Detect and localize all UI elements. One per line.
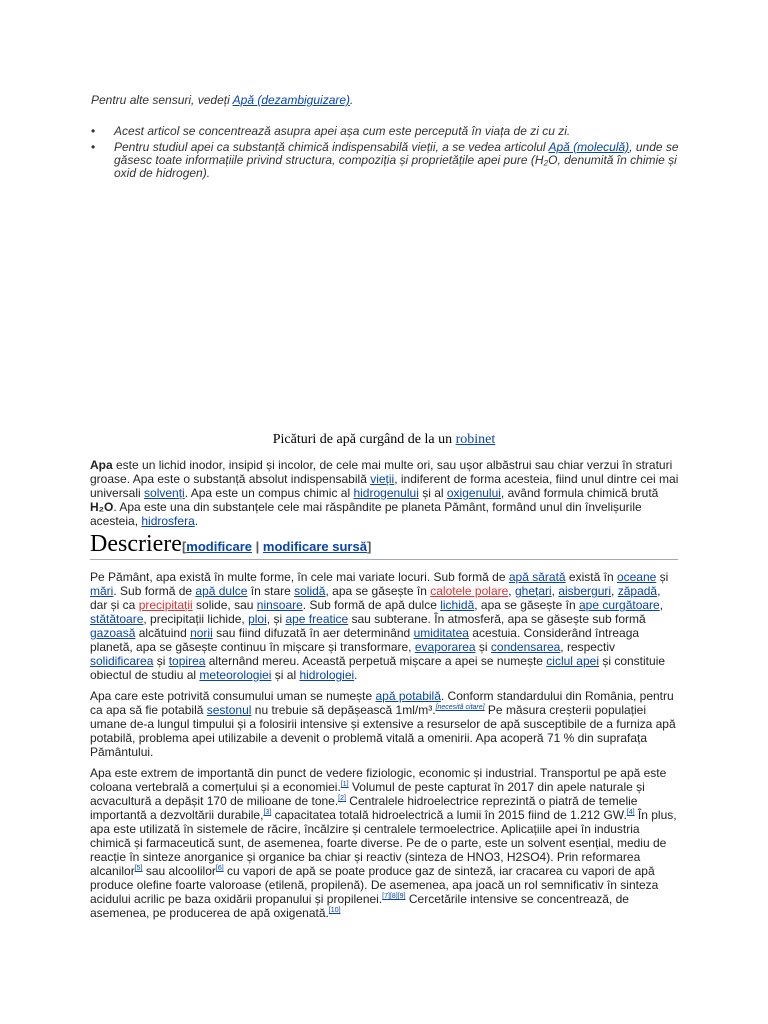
link-topirea[interactable]: topirea: [168, 654, 206, 668]
molecule-link[interactable]: Apă (moleculă): [548, 140, 630, 154]
link-condensarea[interactable]: condensarea: [490, 640, 561, 654]
link-lichida[interactable]: lichidă: [440, 598, 475, 612]
reference-link[interactable]: [3]: [263, 809, 272, 816]
link-umiditatea[interactable]: umiditatea: [413, 626, 469, 640]
edit-links: [182, 539, 371, 554]
note-text: Acest articol se concentrează asupra apei așa cum este percepută în viața de zi cu zi.: [114, 124, 571, 138]
text: . Sub formă de apă dulce: [302, 598, 441, 612]
text: . Apa este una din substanțele cele mai răspândite pe planeta Pământ, formând unul din învelișurile acesteia,: [90, 500, 642, 528]
link-sestonul[interactable]: sestonul: [206, 703, 252, 717]
text: , dar și ca: [90, 584, 661, 612]
text: . Apa este un compus chimic al: [184, 486, 354, 500]
disambiguation-hatnote: [91, 93, 691, 107]
text: , respectiv: [560, 640, 615, 654]
text: și: [153, 654, 169, 668]
section-title: Descriere: [90, 531, 182, 557]
text: , apa se găsește în: [325, 584, 431, 598]
link-ape-freatice[interactable]: ape freatice: [285, 612, 349, 626]
text: , având formula chimică brută: [500, 486, 659, 500]
text: , și: [266, 612, 286, 626]
link-gazoasa[interactable]: gazoasă: [90, 626, 136, 640]
text: ,: [551, 584, 559, 598]
link-apa-sarata[interactable]: apă sărată: [508, 570, 566, 584]
note-text: Pentru studiul apei ca substanță chimică indispensabilă vieții, a se vedea articolul: [114, 140, 549, 154]
link-hidrogen[interactable]: hidrogenului: [353, 486, 419, 500]
link-solventi[interactable]: solvenți: [144, 486, 185, 500]
caption-text: Picături de apă curgând de la un: [272, 432, 456, 447]
reference-link[interactable]: [4]: [626, 809, 635, 816]
note-text: , unde se găsesc toate informațiile privind structura, compoziția și proprietățile apei pure (H₂O, denumită în chimie și oxid de hidrogen).: [114, 140, 679, 180]
bracket-open: [: [181, 539, 187, 554]
link-norii[interactable]: norii: [190, 626, 213, 640]
text: Volumul de peste capturat în 2017 din apele naturale și acvacultură a depășit 170 de milioane de tone.: [90, 780, 645, 808]
citation-needed-link[interactable]: [necesită citare]: [435, 704, 485, 711]
text: solide, sau: [192, 598, 257, 612]
reference-link[interactable]: [10]: [328, 907, 341, 914]
text: Apa este extrem de importantă din punct de vedere fiziologic, economic și industrial. Transportul pe apă este coloana vertebrală a comerțului și a economiei.: [90, 766, 667, 794]
text: în stare: [247, 584, 295, 598]
text: alcătuind: [135, 626, 191, 640]
text: sau fiind difuzată în aer determinând: [212, 626, 414, 640]
text: sau alcoolilor: [142, 864, 216, 878]
reference-link[interactable]: [2]: [338, 795, 346, 802]
text: este un lichid inodor, insipid și incolor, de cele mai multe ori, sau ușor albăstrui sau chiar verzui în straturi groase. Apa este o substanță absolut indispensabilă: [90, 458, 673, 486]
chemical-formula: H₂O: [90, 500, 114, 514]
bullet-icon: •: [91, 140, 96, 154]
note-item: [91, 141, 691, 180]
link-solida[interactable]: solidă: [294, 584, 326, 598]
disambiguation-link[interactable]: Apă (dezambiguizare): [232, 93, 351, 107]
lead-paragraph: [90, 458, 680, 528]
text: ,: [611, 584, 618, 598]
link-ninsoare[interactable]: ninsoare: [256, 598, 303, 612]
text: cu vapori de apă se poate produce gaz de sinteză, iar cracarea cu vapori de apă produce olefine foarte valoroase (etilenă, propilenă). De asemenea, apa joacă un rol semnificativ în sinteza acidului acrilic pe baza oxidării propanului și propilenei.: [90, 864, 659, 906]
link-hidrologiei[interactable]: hidrologiei: [299, 668, 355, 682]
link-apa-potabila[interactable]: apă potabilă: [375, 689, 441, 703]
link-ciclul-apei[interactable]: ciclul apei: [546, 654, 599, 668]
link-oceane[interactable]: oceane: [616, 570, 657, 584]
text: și: [475, 640, 491, 654]
link-mari[interactable]: mări: [90, 584, 114, 598]
link-statatoare[interactable]: stătătoare: [90, 612, 144, 626]
text: În plus, apa este utilizată în sistemele de răcire, încălzire și centralele termoelectrice. Aplicațiile apei în industria chimică și farmaceutică sunt, de asemenea, foarte diverse. Pe de o parte, este un solvent esențial, mediu de reacție în sinteze anorganice și organice ba chiar și reactiv (sinteza de HNO3, H2SO4). Prin reformarea alcanilor: [90, 808, 677, 878]
paragraph-potable: [90, 689, 680, 759]
link-evaporarea[interactable]: evaporarea: [414, 640, 476, 654]
link-solidificarea[interactable]: solidificarea: [90, 654, 154, 668]
reference-link[interactable]: [7][8][9]: [382, 893, 406, 900]
text: Apa care este potrivită consumului uman se numește: [90, 689, 376, 703]
note-item: [91, 125, 691, 138]
link-zapada[interactable]: zăpadă: [617, 584, 658, 598]
text: și: [656, 570, 669, 584]
text: Cercetările intensive se concentrează, de asemenea, pe producerea de apă oxigenată.: [90, 892, 629, 920]
text: .: [354, 668, 358, 682]
text: alternând mereu. Această perpetuă mișcare a apei se numește: [205, 654, 547, 668]
text: , apa se găsește în: [474, 598, 579, 612]
image-caption: [0, 432, 768, 448]
text: . Conform standardului din România, pentru ca apa să fie potabilă: [90, 689, 674, 717]
text: acestuia. Considerând întreaga planetă, apa se găsește continuu în mișcare și transformare,: [90, 626, 640, 654]
edit-source-link[interactable]: modificare sursă: [262, 539, 367, 554]
text: Pe Pământ, apa există în multe forme, în cele mai variate locuri. Sub formă de: [90, 570, 509, 584]
paragraph-importance: [90, 766, 680, 920]
link-ape-curgatoare[interactable]: ape curgătoare: [579, 598, 660, 612]
hatnote-text: Pentru alte sensuri, vedeți: [91, 93, 233, 107]
text: .: [194, 514, 199, 528]
text: și constituie obiectul de studiu al: [90, 654, 666, 682]
section-heading: [90, 530, 678, 560]
text: există în: [565, 570, 617, 584]
article-notes: [91, 125, 691, 183]
text: nu trebuie să depășească 1ml/m³.: [251, 703, 436, 717]
link-oxigen[interactable]: oxigenului: [446, 486, 501, 500]
bullet-icon: •: [91, 124, 96, 138]
text: capacitatea totală hidroelectrică a lumii în 2015 fiind de 1.212 GW.: [271, 808, 627, 822]
separator: |: [252, 539, 263, 554]
reference-link[interactable]: [1]: [340, 781, 349, 788]
link-precipitatii[interactable]: precipitații: [138, 598, 193, 612]
paragraph-forms: [90, 570, 680, 682]
link-hidrosfera[interactable]: hidrosfera: [141, 514, 195, 528]
link-ghetari[interactable]: ghețari: [514, 584, 552, 598]
reference-link[interactable]: [5]: [134, 865, 143, 872]
text: ,: [508, 584, 515, 598]
link-calotele-polare[interactable]: calotele polare: [430, 584, 509, 598]
bracket-close: ]: [366, 539, 372, 554]
article-subject: Apa: [90, 458, 113, 472]
text: ,: [659, 598, 664, 612]
text: sau subterane. În atmosferă, apa se găsește sub formă: [348, 612, 646, 626]
text: , indiferent de forma acesteia, fiind unul dintre cei mai universali: [90, 472, 679, 500]
link-vietii[interactable]: vieții: [370, 472, 395, 486]
text: Centralele hidroelectrice reprezintă o piatră de temelie importantă a dezvoltării durabile,: [90, 794, 638, 822]
text: și al: [418, 486, 447, 500]
text: Pe măsura creșterii populației umane de-a lungul timpului și a folosirii intensive și extensive a resurselor de apă susceptibile de a furniza apă potabilă, problema apei utilizabile a devenit o problemă vitală a omenirii. Apa acoperă 71 % din suprafața Pământului.: [90, 703, 676, 759]
edit-link[interactable]: modificare: [186, 539, 253, 554]
link-ploi[interactable]: ploi: [248, 612, 267, 626]
section-body: [90, 570, 680, 927]
link-aisberguri[interactable]: aisberguri: [558, 584, 612, 598]
robinet-link[interactable]: robinet: [455, 432, 496, 447]
text: , precipitații lichide,: [143, 612, 249, 626]
text: și al: [271, 668, 300, 682]
text: . Sub formă de: [113, 584, 196, 598]
link-apa-dulce[interactable]: apă dulce: [195, 584, 248, 598]
hatnote-end: .: [350, 93, 354, 107]
link-meteorologiei[interactable]: meteorologiei: [199, 668, 272, 682]
reference-link[interactable]: [6]: [215, 865, 224, 872]
